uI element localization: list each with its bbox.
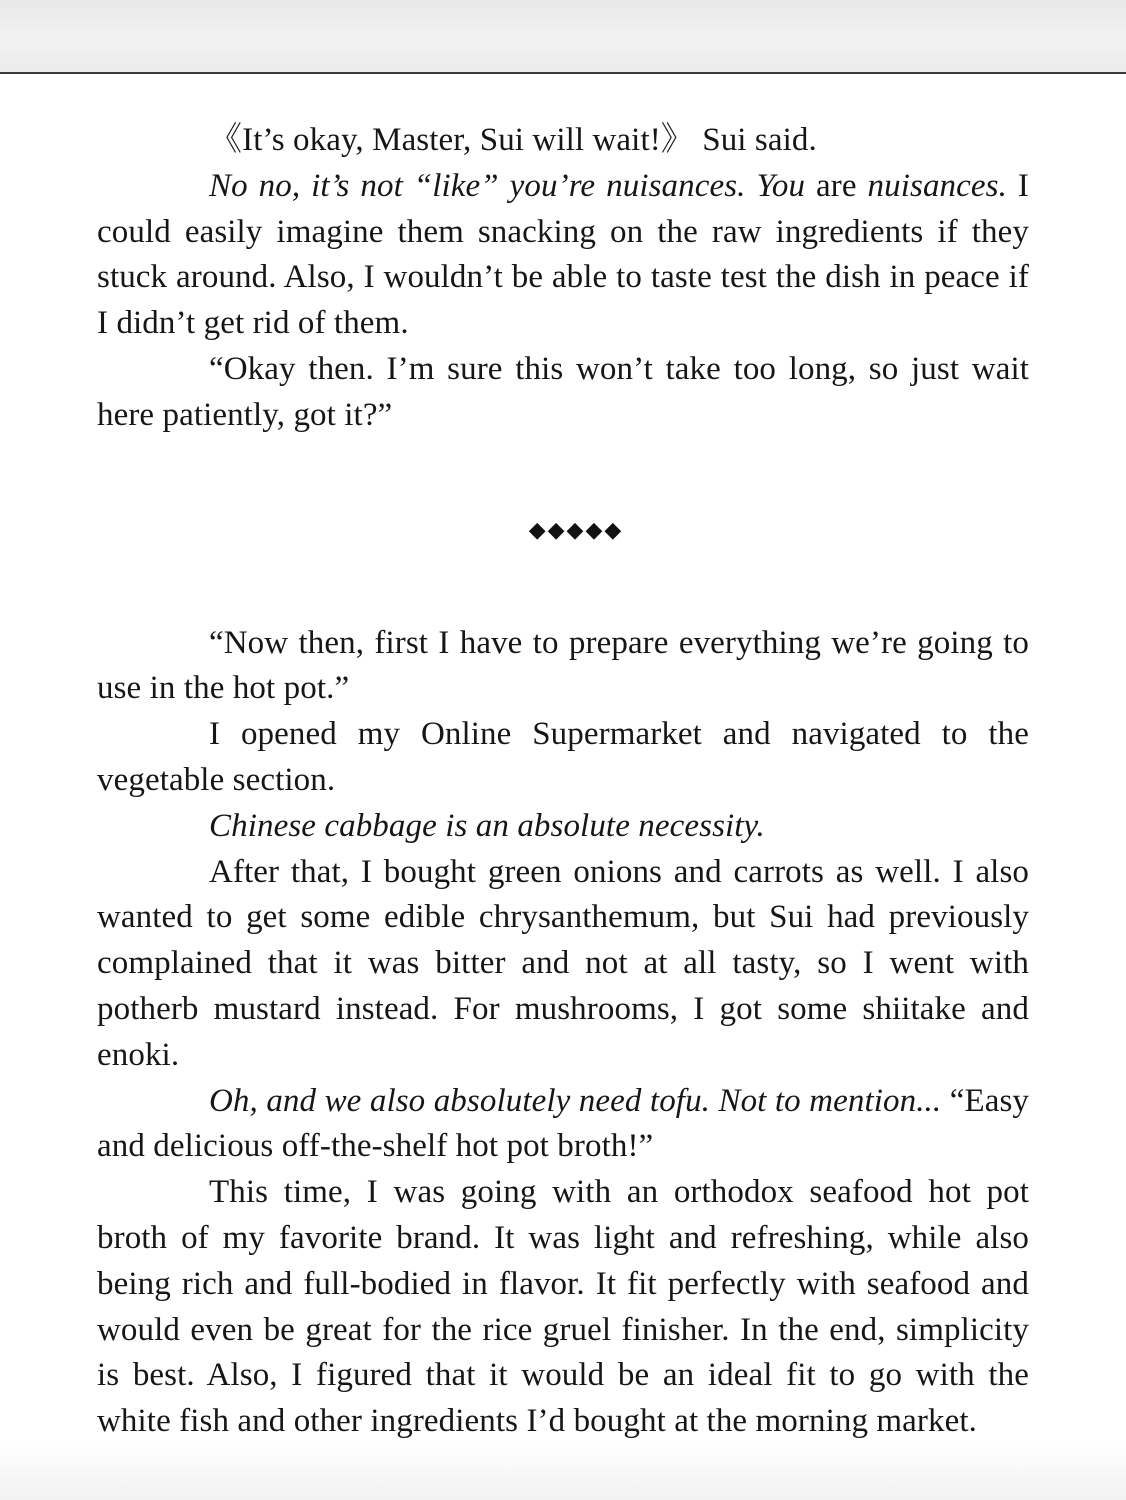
paragraph [97,621,1029,713]
paragraph [97,850,1029,1079]
italic-thought-text: nuisances. [867,167,1007,204]
paragraph [97,1079,1029,1171]
paragraph [97,1170,1029,1445]
paragraph [97,804,1029,850]
paragraph [97,164,1029,347]
page-top-band [0,0,1126,74]
paragraph-text: This time, I was going with an orthodox seafood hot pot broth of my favorite brand. It was light and refreshing, while also being rich and full-bodied in flavor. It fit perfectly with seafood and would even be great for the rice gruel finisher. In the end, simplicity is best. Also, I figured that it would be an ideal fit to go with the white fish and other ingredients I’d bought at the morning market. [97,1174,1029,1440]
paragraph-text: 《It’s okay, Master, Sui will wait!》 Sui said. [209,122,817,158]
paragraph [97,347,1029,439]
paragraph [97,712,1029,804]
paragraph-text: “Okay then. I’m sure this won’t take too long, so just wait here patiently, got it?” [97,350,1029,433]
italic-thought-text: Oh, and we also absolutely need tofu. Not to mention... [209,1082,942,1119]
paragraph-text: After that, I bought green onions and carrots as well. I also wanted to get some edible chrysanthemum, but Sui had previously complained that it was bitter and not at all tasty, so I went with potherb mustard instead. For mushrooms, I got some shiitake and enoki. [97,853,1029,1073]
scene-break-divider [97,439,1029,621]
paragraph-text: I opened my Online Supermarket and navigated to the vegetable section. [97,716,1029,798]
book-page-text [97,118,1029,1445]
paragraph-text: “Easy and delicious off-the-shelf hot pot broth!” [97,1082,1030,1165]
page-bottom-band [0,1440,1126,1500]
italic-thought-text: Chinese cabbage is an absolute necessity. [209,807,765,844]
paragraph-text: are [805,167,868,204]
scene-break-diamonds: ◆◆◆◆◆ [528,516,624,542]
italic-thought-text: No no, it’s not “like” you’re nuisances. You [209,167,806,204]
paragraph [97,118,1029,164]
paragraph-text: “Now then, first I have to prepare everything we’re going to use in the hot pot.” [97,624,1029,707]
paragraph-text: I could easily imagine them snacking on the raw ingredients if they stuck around. Also, I wouldn’t be able to taste test the dish in peace if I didn’t get rid of them. [97,167,1029,342]
